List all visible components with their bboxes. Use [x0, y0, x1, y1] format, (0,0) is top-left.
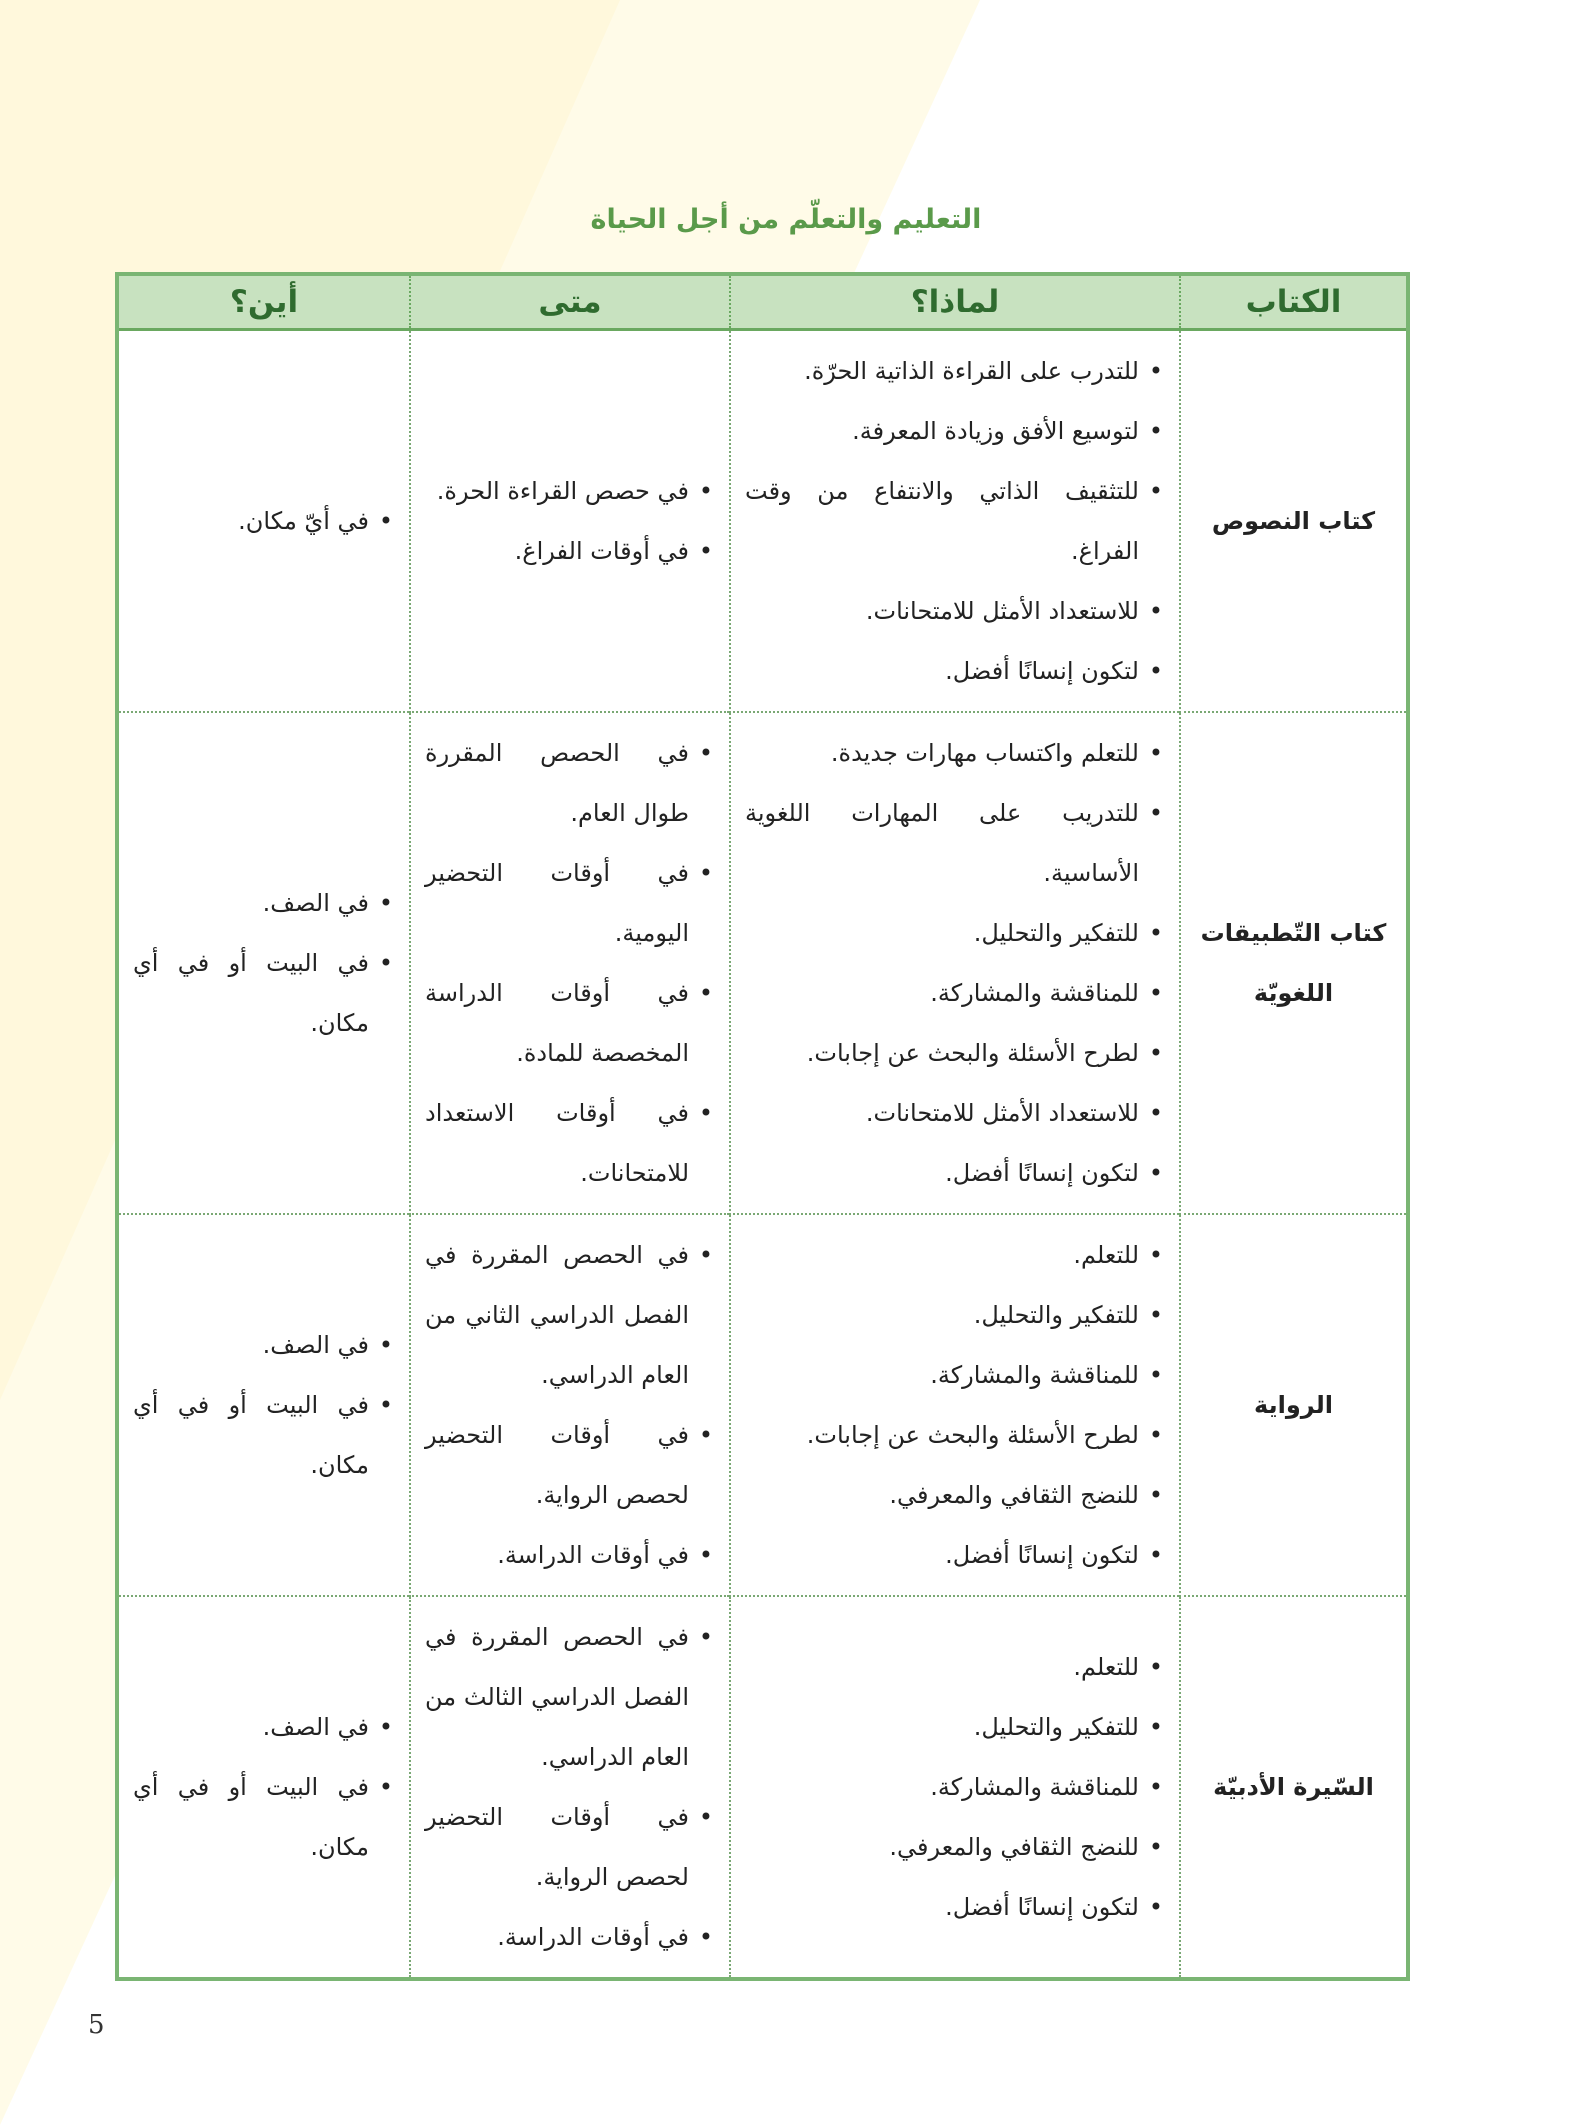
- when-cell: [410, 712, 730, 1214]
- list-item: • للتفكير والتحليل.: [745, 903, 1165, 963]
- list-item: • للتعلم.: [745, 1225, 1165, 1285]
- list-item: • في أوقات التحضير لحصص الرواية.: [425, 1405, 715, 1525]
- list-item: • للمناقشة والمشاركة.: [745, 1345, 1165, 1405]
- list-item: • في أوقات الاستعداد للامتحانات.: [425, 1083, 715, 1203]
- list-item: • في أوقات الدراسة.: [425, 1525, 715, 1585]
- list-item: • في الصف.: [133, 1697, 395, 1757]
- list-item: • في حصص القراءة الحرة.: [425, 461, 715, 521]
- list-item: • في أوقات التحضير لحصص الرواية.: [425, 1787, 715, 1907]
- list-item: • للاستعداد الأمثل للامتحانات.: [745, 581, 1165, 641]
- list-item: • للتفكير والتحليل.: [745, 1285, 1165, 1345]
- list-item: • للاستعداد الأمثل للامتحانات.: [745, 1083, 1165, 1143]
- list-item: • لتكون إنسانًا أفضل.: [745, 1143, 1165, 1203]
- why-cell: [730, 1596, 1180, 1979]
- why-cell: [730, 712, 1180, 1214]
- where-cell: [117, 1214, 410, 1596]
- list-item: • في البيت أو في أي مكان.: [133, 1757, 395, 1877]
- list-item: • للتفكير والتحليل.: [745, 1697, 1165, 1757]
- book-name: كتاب التّطبيقات اللغويّة: [1180, 712, 1408, 1214]
- list-item: • لتكون إنسانًا أفضل.: [745, 1877, 1165, 1937]
- when-cell: [410, 1596, 730, 1979]
- list-item: • للتعلم.: [745, 1637, 1165, 1697]
- list-item: • لتوسيع الأفق وزيادة المعرفة.: [745, 401, 1165, 461]
- when-cell: [410, 1214, 730, 1596]
- table-row: [117, 330, 1408, 713]
- where-cell: [117, 1596, 410, 1979]
- list-item: • في الحصص المقررة في الفصل الدراسي الثاني من العام الدراسي.: [425, 1225, 715, 1405]
- page-title: التعليم والتعلّم من أجل الحياة: [590, 204, 982, 235]
- list-item: • في الحصص المقررة طوال العام.: [425, 723, 715, 843]
- table-header-row: [117, 274, 1408, 330]
- why-cell: [730, 330, 1180, 713]
- list-item: • للتدريب على المهارات اللغوية الأساسية.: [745, 783, 1165, 903]
- header-where: أين؟: [117, 274, 410, 330]
- when-cell: [410, 330, 730, 713]
- list-item: • لطرح الأسئلة والبحث عن إجابات.: [745, 1405, 1165, 1465]
- book-name: السّيرة الأدبيّة: [1180, 1596, 1408, 1979]
- table-row: [117, 1214, 1408, 1596]
- list-item: • في الحصص المقررة في الفصل الدراسي الثالث من العام الدراسي.: [425, 1607, 715, 1787]
- list-item: • لطرح الأسئلة والبحث عن إجابات.: [745, 1023, 1165, 1083]
- list-item: • في البيت أو في أي مكان.: [133, 933, 395, 1053]
- list-item: • في أوقات الدراسة.: [425, 1907, 715, 1967]
- book-name: كتاب النصوص: [1180, 330, 1408, 713]
- list-item: • للنضج الثقافي والمعرفي.: [745, 1465, 1165, 1525]
- list-item: • لتكون إنسانًا أفضل.: [745, 1525, 1165, 1585]
- list-item: • في الصف.: [133, 1315, 395, 1375]
- list-item: • في الصف.: [133, 873, 395, 933]
- list-item: • للمناقشة والمشاركة.: [745, 963, 1165, 1023]
- list-item: • للنضج الثقافي والمعرفي.: [745, 1817, 1165, 1877]
- header-when: متى: [410, 274, 730, 330]
- where-cell: [117, 330, 410, 713]
- list-item: • للتثقيف الذاتي والانتفاع من وقت الفراغ.: [745, 461, 1165, 581]
- header-why: لماذا؟: [730, 274, 1180, 330]
- list-item: • في أوقات التحضير اليومية.: [425, 843, 715, 963]
- where-cell: [117, 712, 410, 1214]
- why-cell: [730, 1214, 1180, 1596]
- list-item: • للتدرب على القراءة الذاتية الحرّة.: [745, 341, 1165, 401]
- page-number: 5: [88, 2010, 105, 2040]
- list-item: • لتكون إنسانًا أفضل.: [745, 641, 1165, 701]
- table-row: [117, 1596, 1408, 1979]
- list-item: • في أوقات الدراسة المخصصة للمادة.: [425, 963, 715, 1083]
- list-item: • في البيت أو في أي مكان.: [133, 1375, 395, 1495]
- table-row: [117, 712, 1408, 1214]
- book-name: الرواية: [1180, 1214, 1408, 1596]
- list-item: • في أيّ مكان.: [133, 491, 395, 551]
- book-table: [115, 272, 1410, 1981]
- list-item: • للتعلم واكتساب مهارات جديدة.: [745, 723, 1165, 783]
- list-item: • في أوقات الفراغ.: [425, 521, 715, 581]
- list-item: • للمناقشة والمشاركة.: [745, 1757, 1165, 1817]
- header-book: الكتاب: [1180, 274, 1408, 330]
